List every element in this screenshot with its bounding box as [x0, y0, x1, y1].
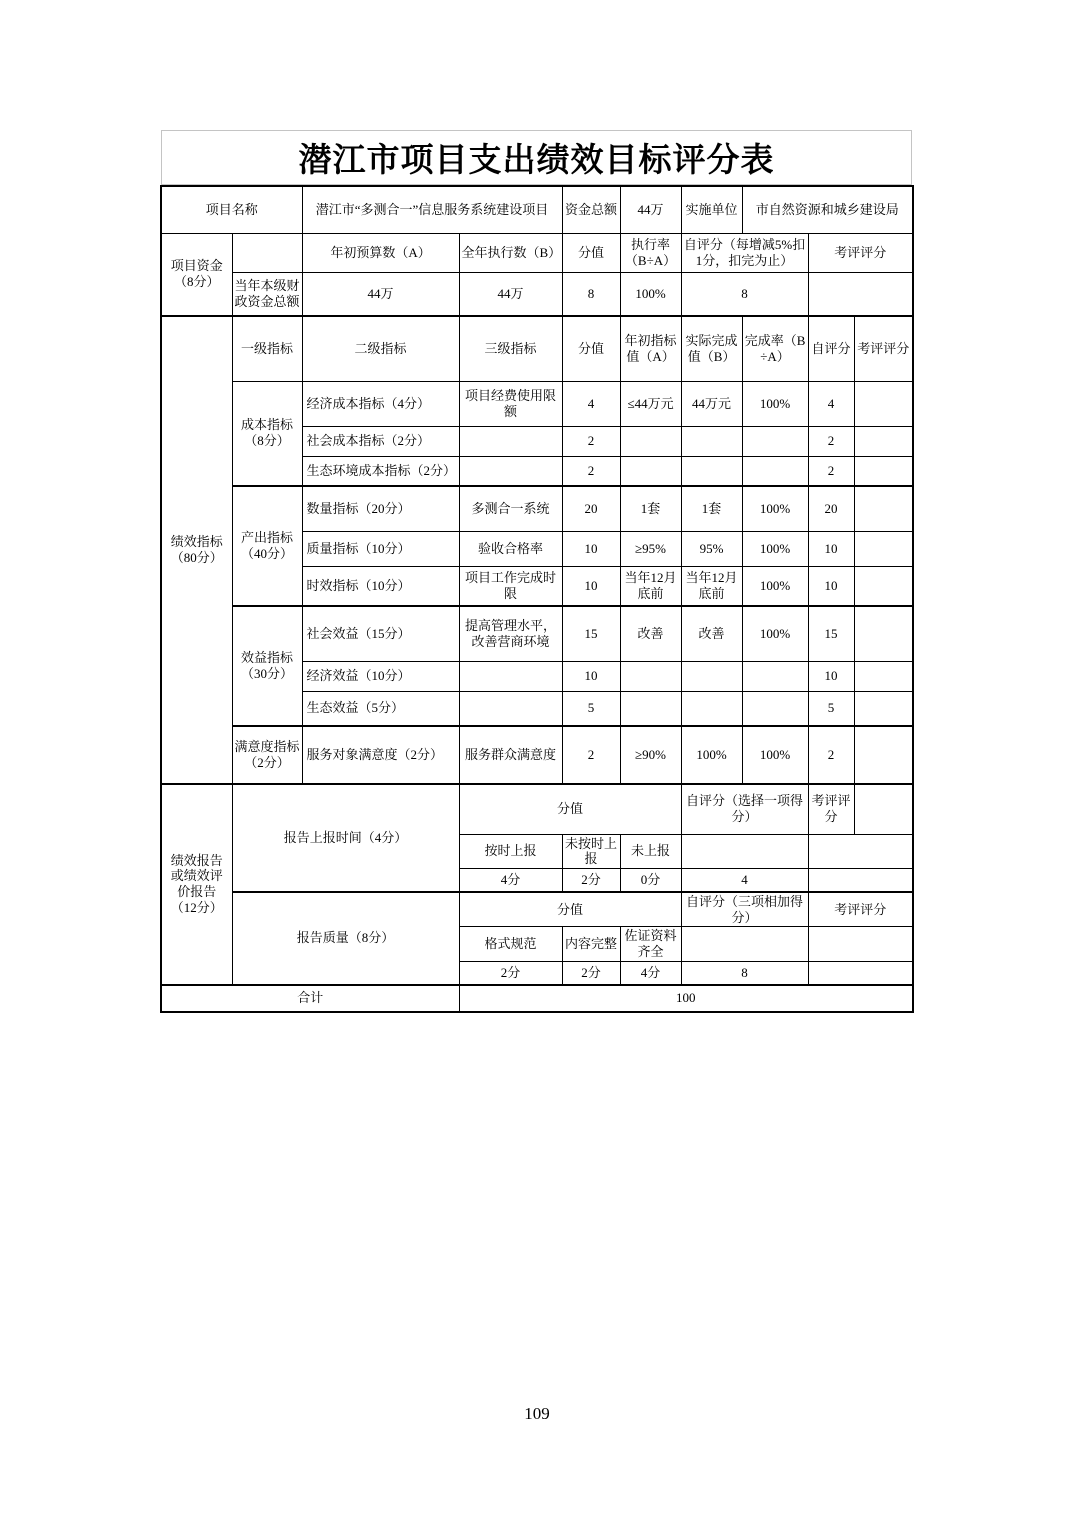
score-cell: 5	[562, 691, 620, 726]
satisfaction-indicator-group-label: 满意度指标（2分）	[232, 726, 302, 784]
rate-cell	[742, 691, 808, 726]
late-score: 2分	[562, 869, 620, 892]
rate-cell: 100%	[742, 606, 808, 661]
score-header: 分值	[562, 233, 620, 272]
target-cell	[620, 426, 681, 456]
total-value: 100	[459, 985, 913, 1012]
total-label: 合计	[161, 985, 459, 1012]
table-row	[161, 606, 913, 661]
review-score-cell	[808, 834, 913, 869]
evidence-complete-score: 4分	[620, 962, 681, 985]
self-score-cell: 15	[808, 606, 854, 661]
level2-indicator-cell: 经济成本指标（4分）	[302, 381, 459, 426]
on-time-option: 按时上报	[459, 834, 562, 869]
not-submitted-option: 未上报	[620, 834, 681, 869]
score-header: 分值	[459, 784, 681, 834]
table-row	[161, 892, 913, 927]
score-table	[160, 185, 914, 1013]
evidence-complete-option: 佐证资料齐全	[620, 927, 681, 962]
self-score-cell: 10	[808, 531, 854, 566]
level3-indicator-cell: 项目工作完成时限	[459, 566, 562, 606]
self-score-cell: 10	[808, 566, 854, 606]
target-cell: 1套	[620, 486, 681, 531]
level3-indicator-cell	[459, 456, 562, 486]
target-cell: ≥95%	[620, 531, 681, 566]
late-option: 未按时上报	[562, 834, 620, 869]
target-cell	[620, 661, 681, 691]
target-cell	[620, 456, 681, 486]
completion-rate-header: 完成率（B÷A）	[742, 316, 808, 381]
actual-cell: 95%	[681, 531, 742, 566]
score-cell: 8	[562, 272, 620, 316]
table-row	[161, 316, 913, 381]
table-row	[161, 486, 913, 531]
level1-indicator-header: 一级指标	[232, 316, 302, 381]
level2-indicator-cell: 生态效益（5分）	[302, 691, 459, 726]
self-score-cell: 8	[681, 272, 808, 316]
performance-section-label: 绩效指标（80分）	[161, 316, 232, 784]
level3-indicator-cell	[459, 661, 562, 691]
self-score-sum-header: 自评分（三项相加得分）	[681, 892, 808, 927]
rate-cell: 100%	[742, 566, 808, 606]
report-section-label: 绩效报告或绩效评价报告（12分）	[161, 784, 232, 985]
table-row	[161, 985, 913, 1012]
score-cell: 4	[562, 381, 620, 426]
level3-indicator-cell: 验收合格率	[459, 531, 562, 566]
fund-total-label: 资金总额	[562, 186, 620, 233]
rate-cell	[742, 661, 808, 691]
review-score-cell	[808, 272, 913, 316]
level3-indicator-cell: 多测合一系统	[459, 486, 562, 531]
level3-indicator-cell	[459, 426, 562, 456]
table-row	[161, 233, 913, 272]
review-score-header: 考评评分	[854, 316, 913, 381]
review-score-cell	[854, 486, 913, 531]
content-complete-score: 2分	[562, 962, 620, 985]
actual-value-header: 实际完成值（B）	[681, 316, 742, 381]
review-score-cell	[854, 566, 913, 606]
score-cell: 10	[562, 566, 620, 606]
score-cell: 2	[562, 456, 620, 486]
output-indicator-group-label: 产出指标（40分）	[232, 486, 302, 606]
content-complete-option: 内容完整	[562, 927, 620, 962]
self-score-cell: 8	[681, 962, 808, 985]
actual-cell: 1套	[681, 486, 742, 531]
executed-amount-header: 全年执行数（B）	[459, 233, 562, 272]
implementing-unit-label: 实施单位	[681, 186, 742, 233]
review-score-cell	[854, 426, 913, 456]
review-score-cell	[854, 606, 913, 661]
review-score-header: 考评评分	[808, 784, 854, 834]
rate-cell: 100%	[742, 531, 808, 566]
self-score-cell: 4	[808, 381, 854, 426]
level2-indicator-cell: 时效指标（10分）	[302, 566, 459, 606]
level3-indicator-header: 三级指标	[459, 316, 562, 381]
project-name-value: 潜江市“多测合一”信息服务系统建设项目	[302, 186, 562, 233]
self-score-cell: 5	[808, 691, 854, 726]
table-row	[161, 726, 913, 784]
doc-title: 潜江市项目支出绩效目标评分表	[161, 130, 912, 185]
self-score-cell	[681, 834, 808, 869]
target-cell	[620, 691, 681, 726]
table-row	[161, 381, 913, 426]
actual-cell: 改善	[681, 606, 742, 661]
budget-initial-header: 年初预算数（A）	[302, 233, 459, 272]
level3-indicator-cell: 服务群众满意度	[459, 726, 562, 784]
review-score-cell	[808, 927, 913, 962]
page-number: 109	[524, 1404, 550, 1423]
self-score-cell: 2	[808, 456, 854, 486]
self-score-choice-header: 自评分（选择一项得分）	[681, 784, 808, 834]
score-cell: 20	[562, 486, 620, 531]
rate-cell: 100%	[742, 381, 808, 426]
actual-cell: 44万元	[681, 381, 742, 426]
self-score-rule-header: 自评分（每增减5%扣1分，扣完为止）	[681, 233, 808, 272]
target-value-header: 年初指标值（A）	[620, 316, 681, 381]
fund-source-label: 当年本级财政资金总额	[232, 272, 302, 316]
self-score-header: 自评分	[808, 316, 854, 381]
score-header: 分值	[459, 892, 681, 927]
level2-indicator-cell: 服务对象满意度（2分）	[302, 726, 459, 784]
cost-indicator-group-label: 成本指标（8分）	[232, 381, 302, 486]
target-cell: ≥90%	[620, 726, 681, 784]
actual-cell	[681, 426, 742, 456]
level2-indicator-cell: 数量指标（20分）	[302, 486, 459, 531]
empty-cell	[854, 784, 913, 834]
project-name-label: 项目名称	[161, 186, 302, 233]
table-row	[161, 272, 913, 316]
execution-rate-value: 100%	[620, 272, 681, 316]
self-score-cell: 2	[808, 726, 854, 784]
score-cell: 10	[562, 661, 620, 691]
score-cell: 2	[562, 426, 620, 456]
review-score-header: 考评评分	[808, 233, 913, 272]
empty-cell	[232, 233, 302, 272]
rate-cell	[742, 456, 808, 486]
level2-indicator-header: 二级指标	[302, 316, 459, 381]
level3-indicator-cell	[459, 691, 562, 726]
level2-indicator-cell: 质量指标（10分）	[302, 531, 459, 566]
level3-indicator-cell: 项目经费使用限额	[459, 381, 562, 426]
rate-cell	[742, 426, 808, 456]
score-header: 分值	[562, 316, 620, 381]
benefit-indicator-group-label: 效益指标（30分）	[232, 606, 302, 726]
level2-indicator-cell: 经济效益（10分）	[302, 661, 459, 691]
self-score-cell	[681, 927, 808, 962]
rate-cell: 100%	[742, 726, 808, 784]
execution-rate-header: 执行率（B÷A）	[620, 233, 681, 272]
review-score-cell	[854, 531, 913, 566]
level2-indicator-cell: 生态环境成本指标（2分）	[302, 456, 459, 486]
review-score-cell	[854, 381, 913, 426]
review-score-cell	[854, 456, 913, 486]
implementing-unit-value: 市自然资源和城乡建设局	[742, 186, 913, 233]
level3-indicator-cell: 提高管理水平，改善营商环境	[459, 606, 562, 661]
score-cell: 15	[562, 606, 620, 661]
not-submitted-score: 0分	[620, 869, 681, 892]
executed-amount-value: 44万	[459, 272, 562, 316]
actual-cell: 100%	[681, 726, 742, 784]
fund-total-value: 44万	[620, 186, 681, 233]
budget-initial-value: 44万	[302, 272, 459, 316]
level2-indicator-cell: 社会效益（15分）	[302, 606, 459, 661]
report-quality-label: 报告质量（8分）	[232, 892, 459, 985]
on-time-score: 4分	[459, 869, 562, 892]
rate-cell: 100%	[742, 486, 808, 531]
actual-cell	[681, 661, 742, 691]
report-submit-time-label: 报告上报时间（4分）	[232, 784, 459, 892]
self-score-cell: 2	[808, 426, 854, 456]
level2-indicator-cell: 社会成本指标（2分）	[302, 426, 459, 456]
actual-cell	[681, 456, 742, 486]
review-score-cell	[854, 691, 913, 726]
review-score-cell	[808, 869, 913, 892]
target-cell: ≤44万元	[620, 381, 681, 426]
review-score-cell	[854, 726, 913, 784]
target-cell: 改善	[620, 606, 681, 661]
actual-cell	[681, 691, 742, 726]
table-row	[161, 186, 913, 233]
review-score-header: 考评评分	[808, 892, 913, 927]
review-score-cell	[808, 962, 913, 985]
score-cell: 2	[562, 726, 620, 784]
review-score-cell	[854, 661, 913, 691]
target-cell: 当年12月底前	[620, 566, 681, 606]
actual-cell: 当年12月底前	[681, 566, 742, 606]
format-standard-option: 格式规范	[459, 927, 562, 962]
table-row	[161, 784, 913, 834]
format-standard-score: 2分	[459, 962, 562, 985]
self-score-cell: 10	[808, 661, 854, 691]
score-cell: 10	[562, 531, 620, 566]
self-score-cell: 20	[808, 486, 854, 531]
self-score-cell: 4	[681, 869, 808, 892]
project-fund-section-label: 项目资金（8分）	[161, 233, 232, 316]
